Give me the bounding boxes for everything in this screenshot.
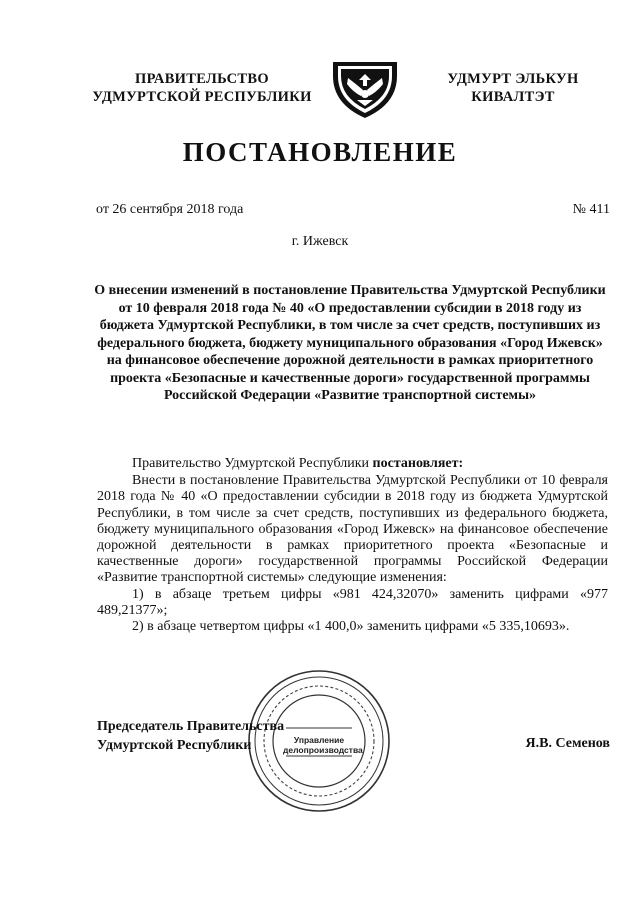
header-right xyxy=(418,70,608,106)
document-title: ПОСТАНОВЛЕНИЕ xyxy=(182,137,458,167)
signatory-position xyxy=(97,717,284,755)
document-subject: О внесении изменений в постановление Правительства Удмуртской Республики от 10 февраля 2018 года № 40 «О предоставлении субсидии в 2018 году из бюджета Удмуртской Республики, в том числе за счет средств, поступивших из федерального бюджета, бюджету муниципального образования «Город Ижевск» на финансовое обеспечение дорожной деятельности в рамках приоритетного проекта «Безопасные и качественные дороги» государственной программы Российской Федерации «Развитие транспортной системы» xyxy=(94,283,606,403)
header-left xyxy=(86,70,318,106)
document-number: № 411 xyxy=(572,202,610,217)
header-left-line1: ПРАВИТЕЛЬСТВО xyxy=(135,71,269,87)
stamp-line2: делопроизводства xyxy=(283,745,363,755)
signatory-position-line1: Председатель Правительства xyxy=(97,719,285,734)
intro-text: Правительство Удмуртской Республики xyxy=(132,456,373,471)
document-city: г. Ижевск xyxy=(291,234,349,249)
stamp-line1: Управление xyxy=(293,735,345,745)
intro-paragraph xyxy=(97,456,608,472)
signatory-position-line2: Удмуртской Республики xyxy=(97,738,252,753)
header-right-line2: КИВАЛТЭТ xyxy=(471,89,555,105)
stamp-text xyxy=(283,735,363,755)
intro-keyword: постановляет: xyxy=(372,456,464,471)
document-body xyxy=(97,456,608,635)
signatory-name: Я.В. Семенов xyxy=(525,736,610,751)
header-right-line1: УДМУРТ ЭЛЬКУН xyxy=(447,71,579,87)
main-paragraph: Внести в постановление Правительства Удмуртской Республики от 10 февраля 2018 года № 40 «О предоставлении субсидии в 2018 году из бюджета Удмуртской Республики, в том числе за счет средств, поступивших из федерального бюджета, бюджету муниципального образования «Город Ижевск» на финансовое обеспечение дорожной деятельности в рамках приоритетного проекта «Безопасные и качественные дороги» государственной программы Российской Федерации «Развитие транспортной системы» следующие изменения: xyxy=(97,473,608,586)
document-date: от 26 сентября 2018 года xyxy=(96,202,244,217)
header-left-line2: УДМУРТСКОЙ РЕСПУБЛИКИ xyxy=(92,89,312,105)
change-item-1: 1) в абзаце третьем цифры «981 424,32070» заменить цифрами «977 489,21377»; xyxy=(97,586,608,618)
coat-of-arms-emblem-icon xyxy=(326,56,404,120)
change-item-2: 2) в абзаце четвертом цифры «1 400,0» заменить цифрами «5 335,10693». xyxy=(132,619,570,635)
